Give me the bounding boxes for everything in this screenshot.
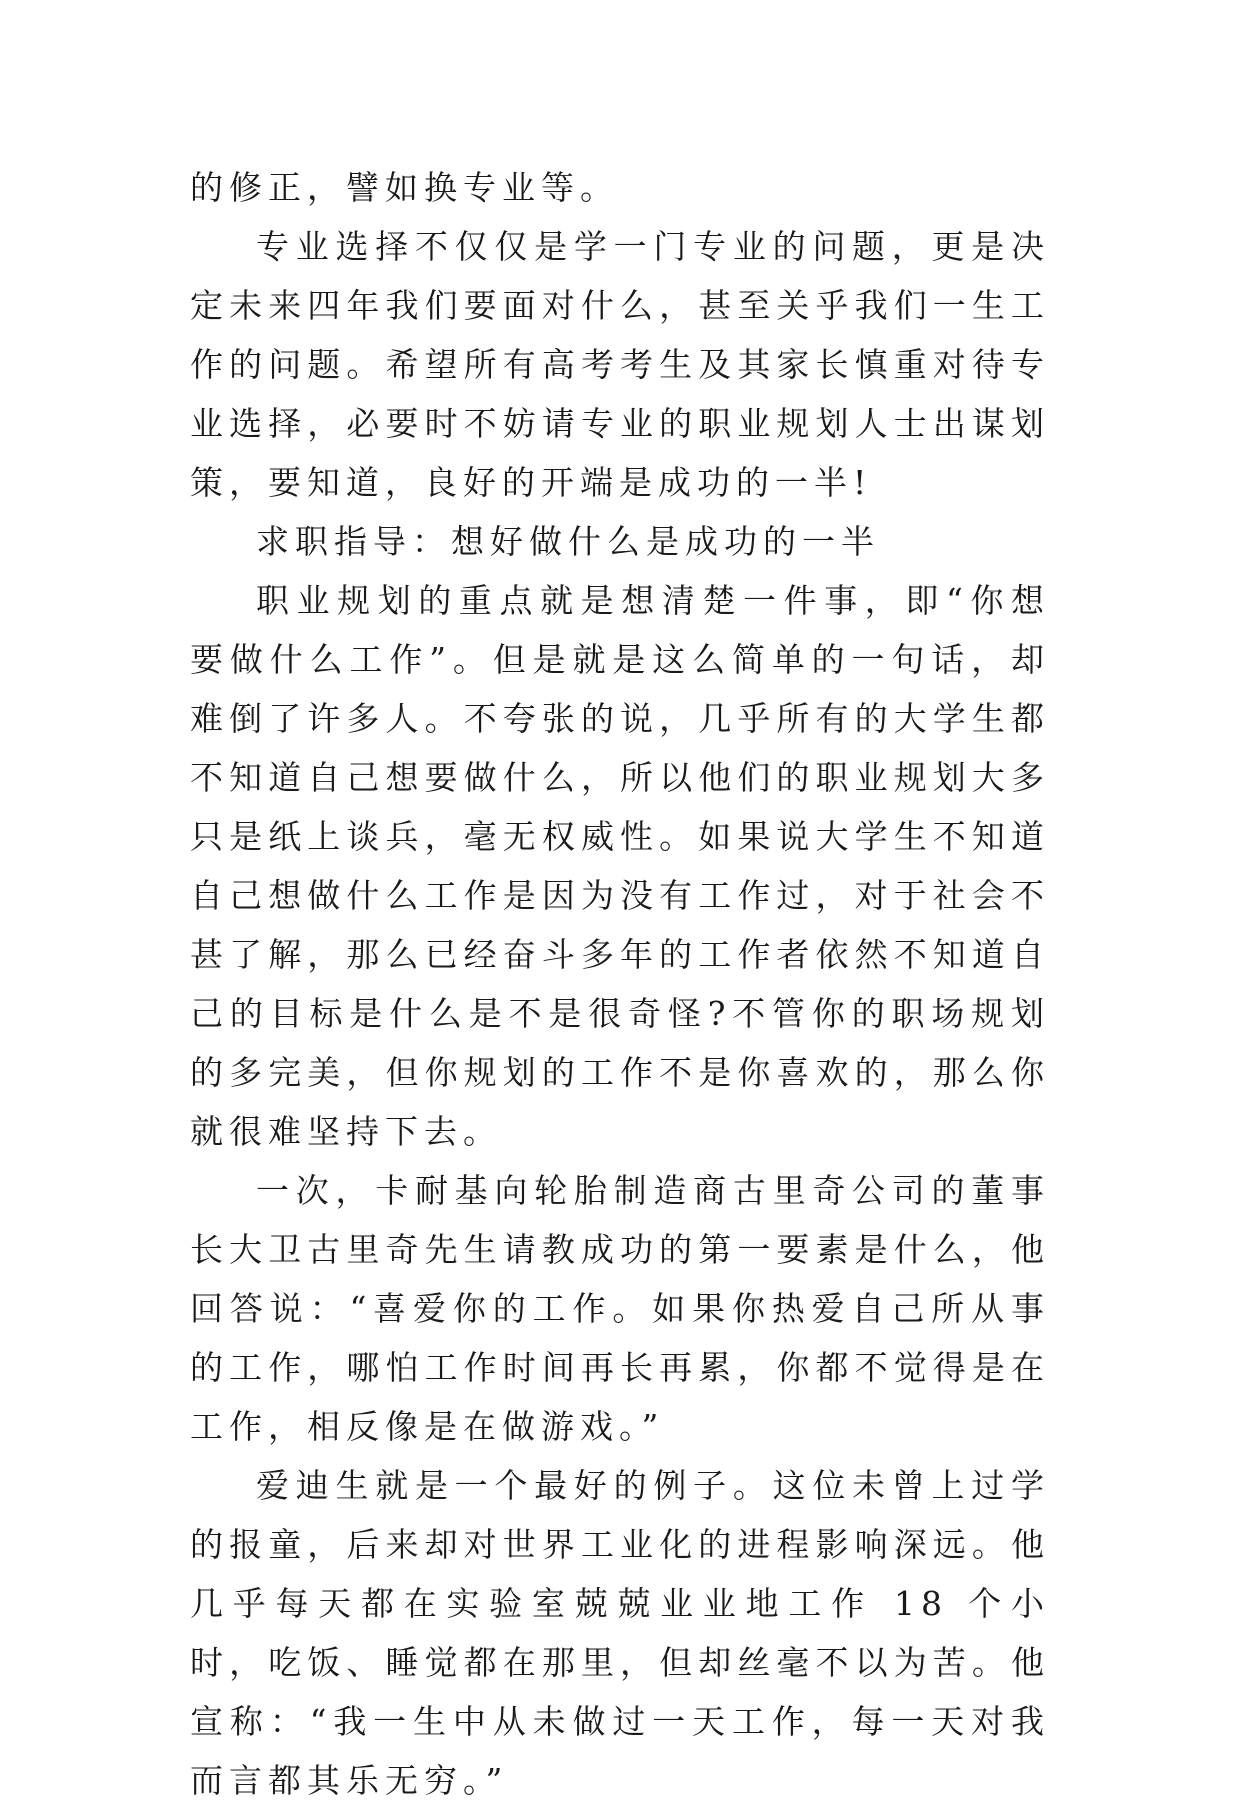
document-body	[190, 158, 1050, 1810]
paragraph-3: 职业规划的重点就是想清楚一件事，即“你想要做什么工作”。但是就是这么简单的一句话，却难倒了许多人。不夸张的说，几乎所有的大学生都不知道自己想要做什么，所以他们的职业规划大多只是纸上谈兵，毫无权威性。如果说大学生不知道自己想做什么工作是因为没有工作过，对于社会不甚了解，那么已经奋斗多年的工作者依然不知道自己的目标是什么是不是很奇怪?不管你的职场规划的多完美，但你规划的工作不是你喜欢的，那么你就很难坚持下去。	[190, 581, 1050, 1151]
paragraph-2: 专业选择不仅仅是学一门专业的问题，更是决定未来四年我们要面对什么，甚至关乎我们一生工作的问题。希望所有高考考生及其家长慎重对待专业选择，必要时不妨请专业的职业规划人士出谋划策，要知道，良好的开端是成功的一半!	[190, 227, 1050, 502]
paragraph-1: 的修正，譬如换专业等。	[190, 168, 619, 207]
section-heading: 求职指导：想好做什么是成功的一半	[256, 522, 880, 561]
paragraph-4: 一次，卡耐基向轮胎制造商古里奇公司的董事长大卫古里奇先生请教成功的第一要素是什么，他回答说：“喜爱你的工作。如果你热爱自己所从事的工作，哪怕工作时间再长再累，你都不觉得是在工作，相反像是在做游戏。”	[190, 1171, 1050, 1446]
paragraph-5: 爱迪生就是一个最好的例子。这位未曾上过学的报童，后来却对世界工业化的进程影响深远。他几乎每天都在实验室兢兢业业地工作 18 个小时，吃饭、睡觉都在那里，但却丝毫不以为苦。他宣称：“我一生中从未做过一天工作，每一天对我而言都其乐无穷。”	[190, 1466, 1050, 1800]
